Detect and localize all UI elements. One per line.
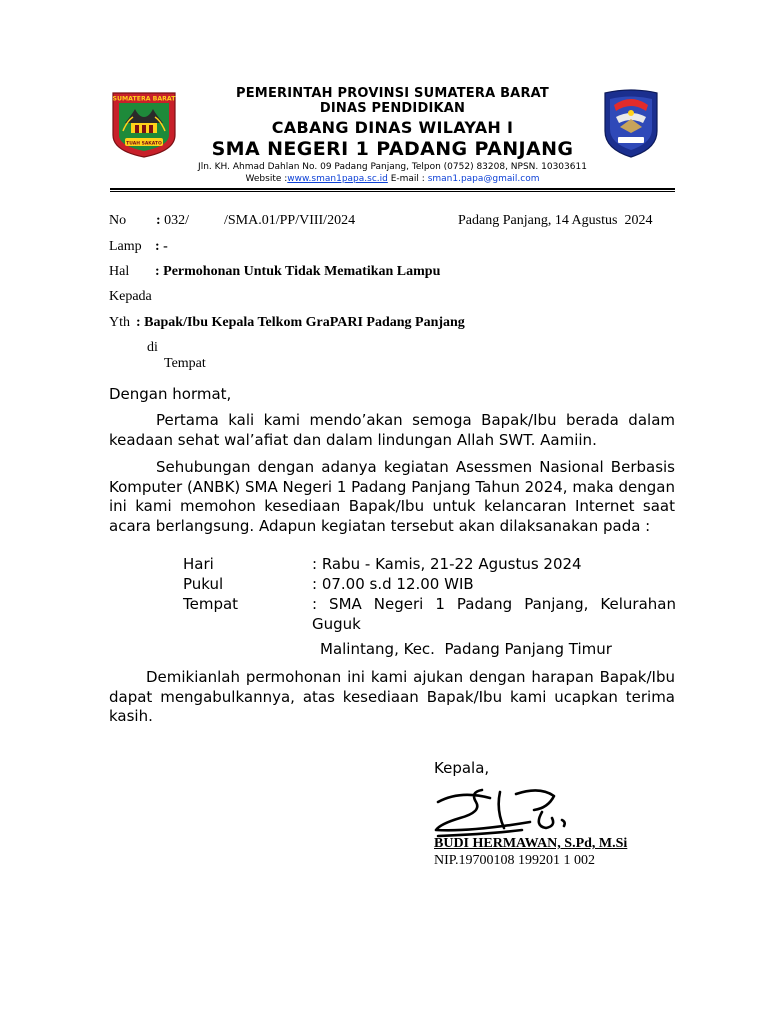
di-label: di [147, 340, 158, 355]
no-colon: : [156, 213, 161, 228]
sumatera-barat-logo [111, 91, 177, 159]
detail-label-hari: Hari [183, 555, 214, 573]
no-number-text: 032/ [160, 213, 190, 228]
lamp-label: Lamp [109, 239, 142, 254]
detail-value-hari: : Rabu - Kamis, 21-22 Agustus 2024 [312, 555, 582, 573]
no-number [156, 213, 189, 229]
letterhead-contact-line [190, 174, 595, 184]
letterhead-line-department: DINAS PENDIDIKAN [319, 101, 466, 116]
letterhead-line-government: PEMERINTAH PROVINSI SUMATERA BARAT [236, 86, 549, 101]
logo-province-text: SUMATERA BARAT [112, 95, 176, 103]
signatory-nip: NIP.19700108 199201 1 002 [434, 853, 596, 868]
signatory-title: Kepala, [434, 759, 490, 777]
detail-address-continued: Malintang, Kec. Padang Panjang Timur [320, 640, 612, 658]
no-code: /SMA.01/PP/VIII/2024 [224, 213, 356, 228]
letterhead-line-branch: CABANG DINAS WILAYAH I [271, 118, 514, 137]
email-address[interactable]: sman1.papa@gmail.com [427, 174, 540, 184]
yth-label: Yth [109, 315, 130, 330]
tempat-label: Tempat [164, 356, 206, 371]
detail-value-pukul: : 07.00 s.d 12.00 WIB [312, 575, 474, 593]
place-date: Padang Panjang, 14 Agustus 2024 [458, 213, 653, 228]
signatory-name: BUDI HERMAWAN, S.Pd, M.Si [434, 836, 628, 851]
website-label: Website : [245, 174, 288, 184]
detail-label-pukul: Pukul [183, 575, 224, 593]
paragraph-opening: Pertama kali kami mendo’akan semoga Bapak/Ibu berada dalam keadaan sehat wal’afiat dan dalam lindungan Allah SWT. Aamiin. [109, 411, 675, 449]
logo-ribbon-text: TUAH SAKATO [126, 141, 162, 147]
kepada-label: Kepada [109, 289, 152, 304]
detail-label-tempat: Tempat [183, 595, 239, 613]
hal-label: Hal [109, 264, 130, 279]
greeting: Dengan hormat, [109, 385, 232, 403]
lamp-value: : - [155, 239, 168, 254]
email-label: E-mail : [387, 174, 428, 184]
paragraph-closing: Demikianlah permohonan ini kami ajukan dengan harapan Bapak/Ibu dapat mengabulkannya, atas kesediaan Bapak/Ibu kami ucapkan terima kasih. [109, 668, 675, 725]
padang-panjang-logo [602, 89, 660, 159]
letterhead-divider-thick [110, 188, 675, 190]
website-link[interactable]: www.sman1papa.sc.id [287, 174, 388, 184]
letterhead-divider-thin [110, 191, 675, 192]
paragraph-purpose: Sehubungan dengan adanya kegiatan Asessmen Nasional Berbasis Komputer (ANBK) SMA Negeri 1 Padang Panjang Tahun 2024, maka dengan ini kami memohon kesediaan Bapak/Ibu untuk kelancaran Internet saat acara berlangsung. Adapun kegiatan tersebut akan dilaksanakan pada : [109, 458, 675, 535]
letterhead-school-name: SMA NEGERI 1 PADANG PANJANG [211, 138, 574, 160]
no-label: No [109, 213, 127, 228]
letterhead-address: Jln. KH. Ahmad Dahlan No. 09 Padang Panjang, Telpon (0752) 83208, NPSN. 10303611 [198, 162, 587, 172]
handwritten-signature [430, 782, 580, 838]
hal-value: : Permohonan Untuk Tidak Mematikan Lampu [155, 264, 441, 279]
detail-value-tempat: : SMA Negeri 1 Padang Panjang, Kelurahan Guguk [312, 595, 676, 633]
yth-value: : Bapak/Ibu Kepala Telkom GraPARI Padang Panjang [136, 315, 465, 330]
